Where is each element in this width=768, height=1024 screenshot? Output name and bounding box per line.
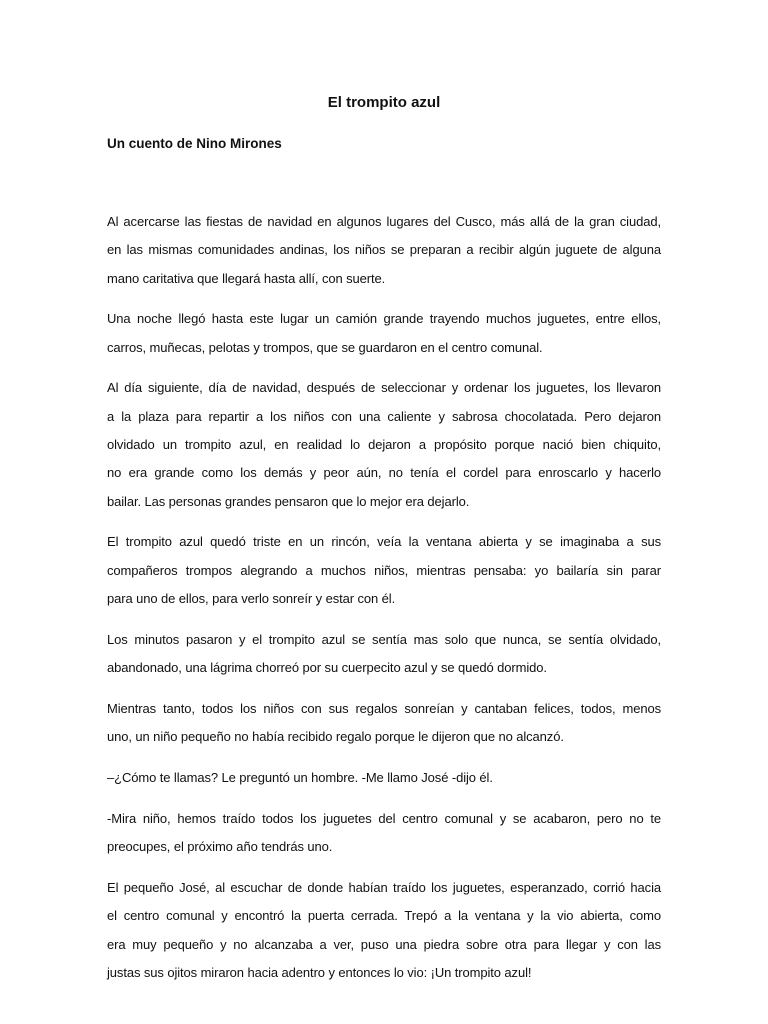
paragraph-line: El trompito azul quedó triste en un rincón, veía la ventana abierta y se imaginaba a sus (107, 534, 661, 550)
paragraph-line: compañeros trompos alegrando a muchos niños, mientras pensaba: yo bailaría sin parar (107, 562, 661, 578)
paragraph-line: a la plaza para repartir a los niños con una caliente y sabrosa chocolatada. Pero dejaron (107, 408, 661, 424)
story-body (107, 208, 661, 1000)
story-paragraph (107, 528, 661, 613)
paragraph-line: Al acercarse las fiestas de navidad en algunos lugares del Cusco, más allá de la gran ciudad, (107, 214, 661, 229)
paragraph-line: El pequeño José, al escuchar de donde habían traído los juguetes, esperanzado, corrió hacia (107, 879, 661, 895)
paragraph-line: Una noche llegó hasta este lugar un camión grande trayendo muchos juguetes, entre ellos, (107, 311, 661, 327)
paragraph-line: preocupes, el próximo año tendrás uno. (107, 839, 333, 855)
paragraph-line: en las mismas comunidades andinas, los niños se preparan a recibir algún juguete de alguna (107, 242, 661, 258)
paragraph-line: Los minutos pasaron y el trompito azul se sentía mas solo que nunca, se sentía olvidado, (107, 631, 661, 647)
paragraph-line: bailar. Las personas grandes pensaron que lo mejor era dejarlo. (107, 493, 470, 509)
story-paragraph (107, 874, 661, 987)
paragraph-line: Mientras tanto, todos los niños con sus regalos sonreían y cantaban felices, todos, menos (107, 700, 661, 716)
paragraph-line: justas sus ojitos miraron hacia adentro y entonces lo vio: ¡Un trompito azul! (107, 964, 532, 980)
story-paragraph (107, 695, 661, 752)
story-paragraph (107, 805, 661, 862)
document-title: El trompito azul (327, 94, 441, 111)
paragraph-line: uno, un niño pequeño no había recibido regalo porque le dijeron que no alcanzó. (107, 729, 564, 745)
story-paragraph (107, 374, 661, 515)
story-paragraph (107, 208, 661, 293)
paragraph-line: carros, muñecas, pelotas y trompos, que se guardaron en el centro comunal. (107, 339, 543, 355)
paragraph-line: el centro comunal y encontró la puerta cerrada. Trepó a la ventana y la vio abierta, como (107, 908, 661, 924)
paragraph-line: era muy pequeño y no alcanzaba a ver, puso una piedra sobre otra para llegar y con las (107, 936, 661, 952)
document-subtitle: Un cuento de Nino Mirones (107, 136, 282, 151)
story-paragraph (107, 305, 661, 362)
paragraph-line: no era grande como los demás y peor aún, no tenía el cordel para enroscarlo y hacerlo (107, 465, 661, 481)
paragraph-line: mano caritativa que llegará hasta allí, con suerte. (107, 270, 386, 286)
story-paragraph (107, 626, 661, 683)
paragraph-line: –¿Cómo te llamas? Le preguntó un hombre. -Me llamo José -dijo él. (107, 770, 493, 786)
paragraph-line: Al día siguiente, día de navidad, después de seleccionar y ordenar los juguetes, los llevaron (107, 380, 661, 396)
paragraph-line: olvidado un trompito azul, en realidad lo dejaron a propósito porque nació bien chiquito, (107, 437, 661, 453)
paragraph-line: abandonado, una lágrima chorreó por su cuerpecito azul y se quedó dormido. (107, 660, 547, 676)
paragraph-line: -Mira niño, hemos traído todos los juguetes del centro comunal y se acabaron, pero no te (107, 810, 661, 826)
paragraph-line: para uno de ellos, para verlo sonreír y estar con él. (107, 591, 396, 607)
story-paragraph (107, 764, 661, 792)
